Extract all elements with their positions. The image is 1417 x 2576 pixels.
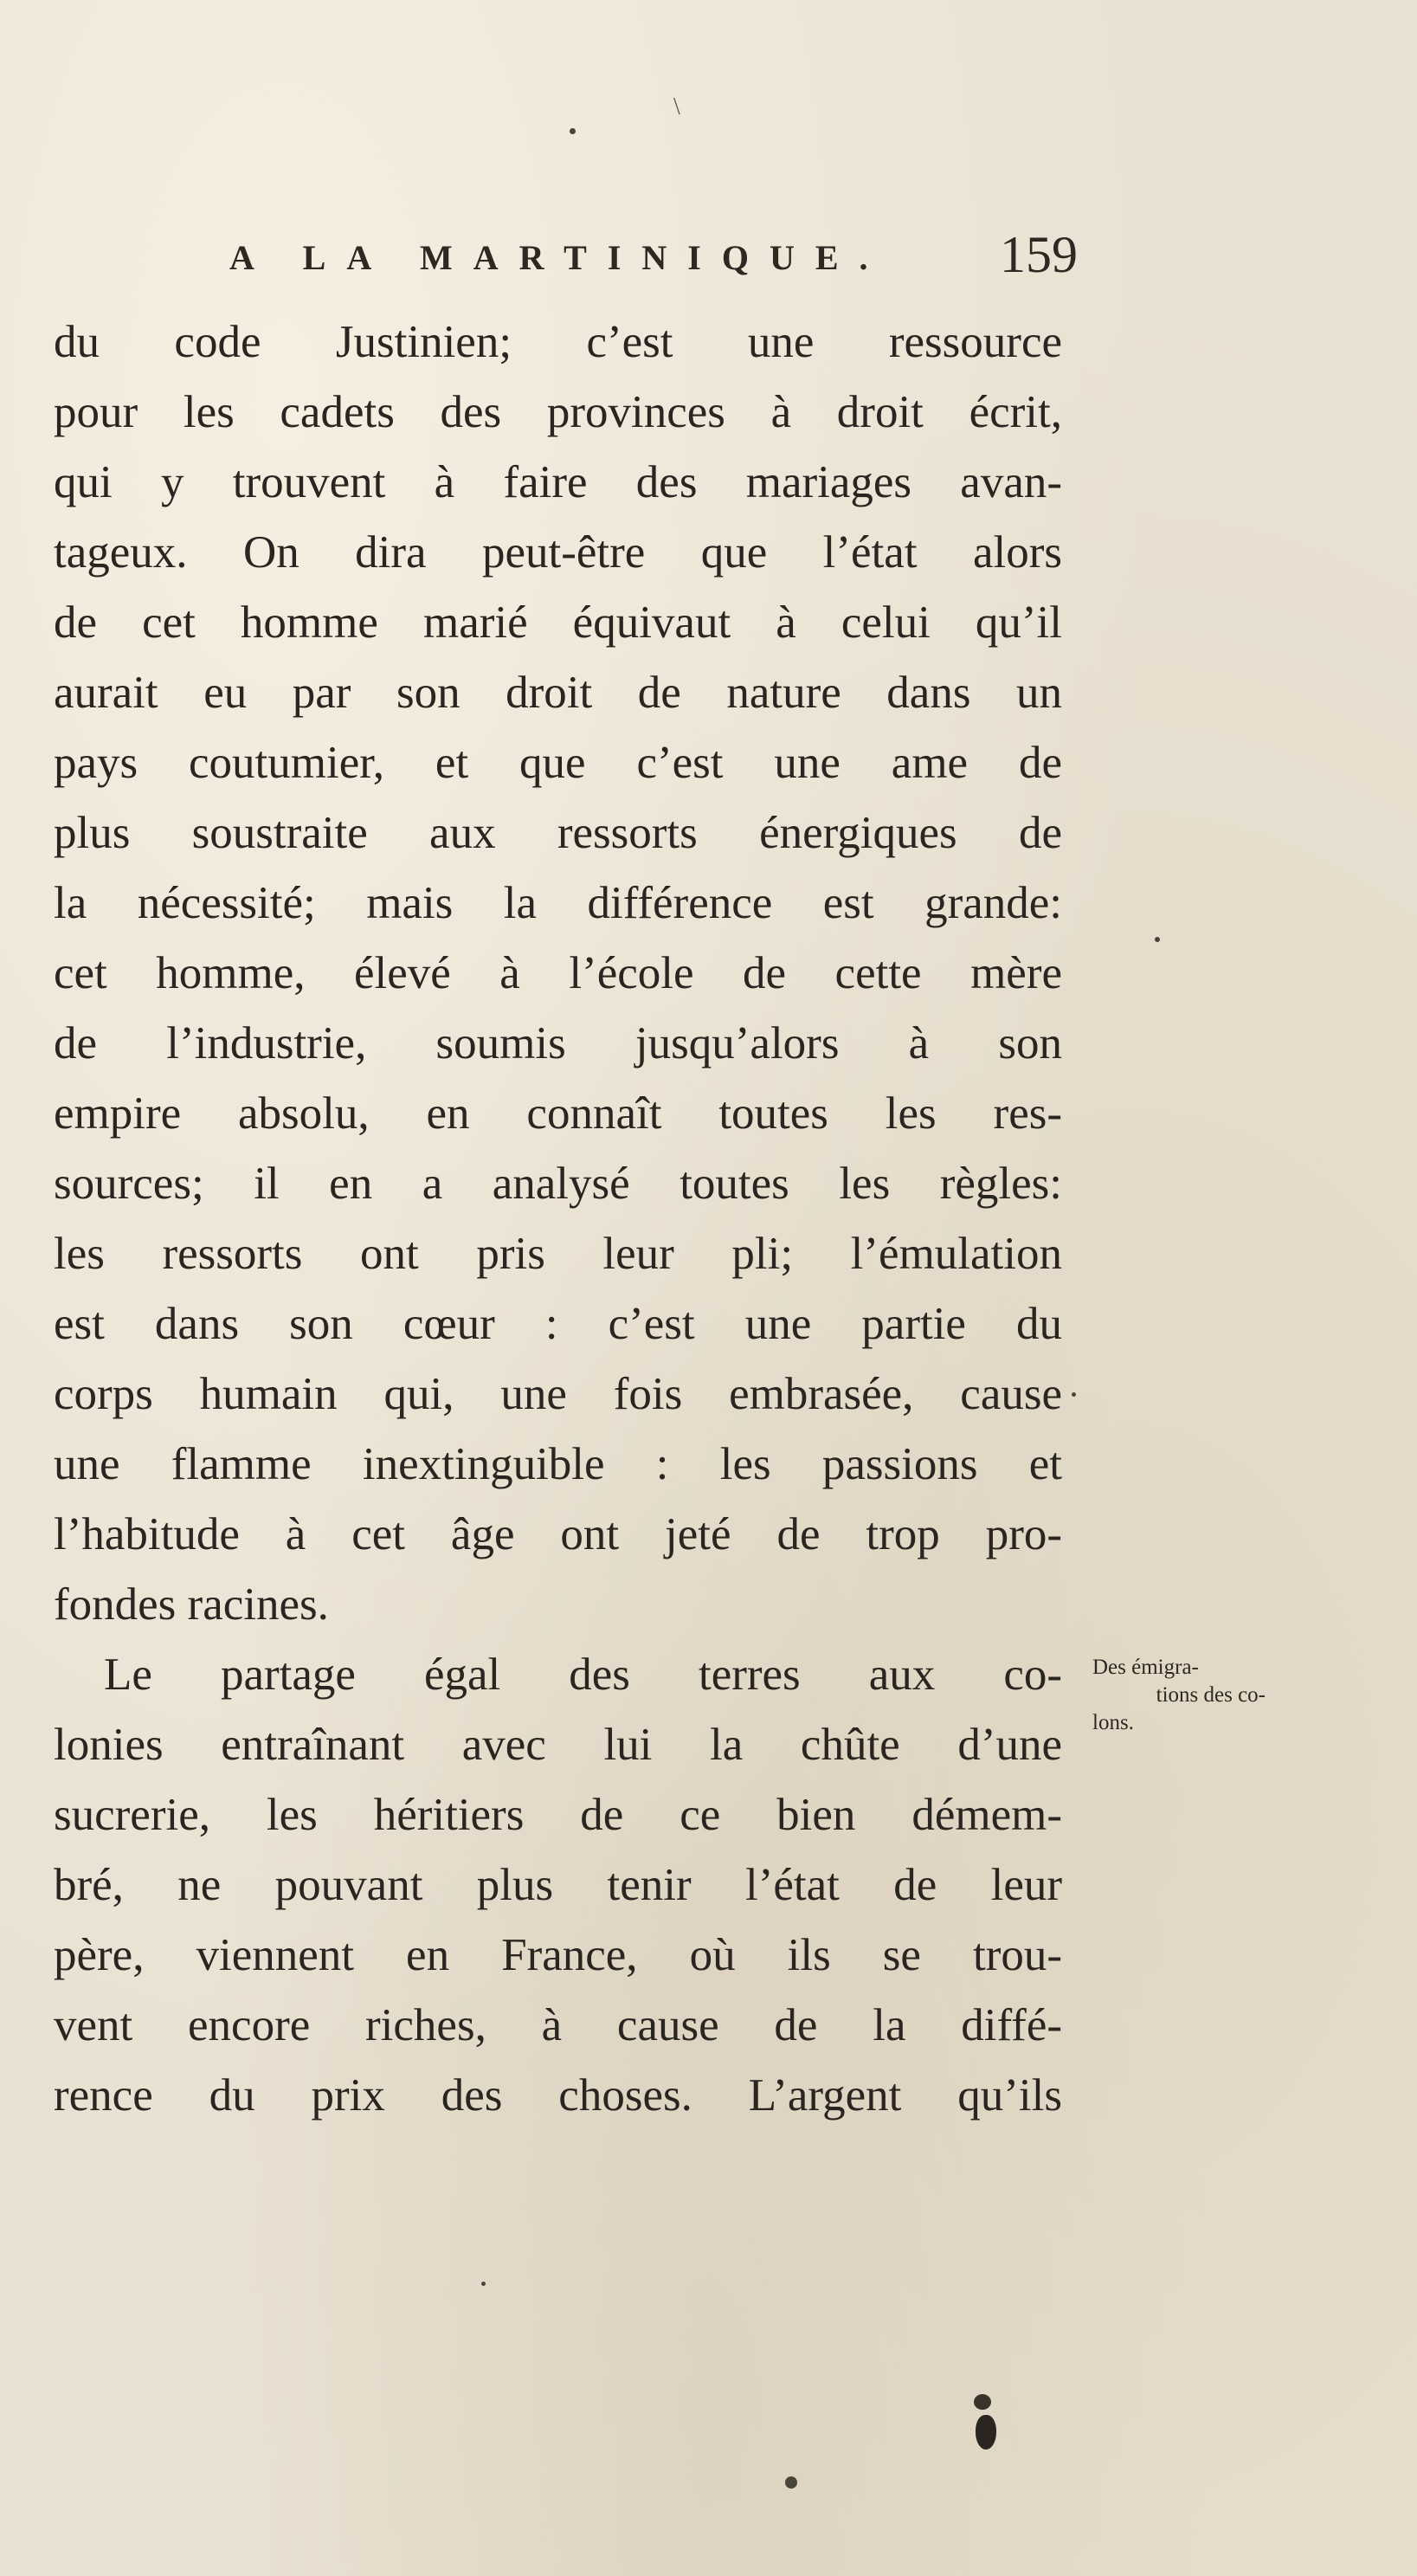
paragraph-end-line: fondes racines. bbox=[54, 1579, 329, 1630]
running-title: A LA MARTINIQUE. bbox=[229, 238, 889, 277]
text-line: pays coutumier, et que c’est une ame de bbox=[54, 738, 1062, 788]
margin-note-line: Des émigra- bbox=[1092, 1656, 1199, 1679]
margin-note-line: tions des co- bbox=[1156, 1683, 1266, 1707]
paper-speck bbox=[1155, 937, 1160, 942]
text-line: père, viennent en France, où ils se trou- bbox=[54, 1930, 1062, 1980]
printer-mark bbox=[974, 2394, 1000, 2472]
text-line: lonies entraînant avec lui la chûte d’une bbox=[54, 1720, 1062, 1770]
text-line: la nécessité; mais la différence est grande: bbox=[54, 878, 1062, 928]
text-line: du code Justinien; c’est une ressource bbox=[54, 317, 1062, 367]
paragraph-start-line: Le partage égal des terres aux co- bbox=[104, 1650, 1062, 1700]
stray-ink-mark: \ bbox=[673, 94, 680, 120]
text-line: cet homme, élevé à l’école de cette mère bbox=[54, 948, 1062, 998]
page-header bbox=[229, 226, 1078, 294]
ink-dot bbox=[974, 2394, 991, 2410]
margin-note-line: lons. bbox=[1092, 1711, 1134, 1734]
page-number: 159 bbox=[1000, 226, 1078, 283]
text-line: une flamme inextinguible : les passions et bbox=[54, 1439, 1062, 1489]
text-line: tageux. On dira peut-être que l’état alors bbox=[54, 527, 1062, 578]
text-line: qui y trouvent à faire des mariages avan- bbox=[54, 457, 1062, 507]
text-line: sucrerie, les héritiers de ce bien démem- bbox=[54, 1790, 1062, 1840]
text-line: de l’industrie, soumis jusqu’alors à son bbox=[54, 1018, 1062, 1068]
text-line: sources; il en a analysé toutes les règles: bbox=[54, 1159, 1062, 1209]
text-line: plus soustraite aux ressorts énergiques de bbox=[54, 808, 1062, 858]
text-line: empire absolu, en connaît toutes les res- bbox=[54, 1088, 1062, 1139]
paper-speck bbox=[785, 2476, 797, 2489]
text-line: bré, ne pouvant plus tenir l’état de leur bbox=[54, 1860, 1062, 1910]
ink-dot bbox=[976, 2415, 996, 2450]
body-text bbox=[54, 307, 1062, 2131]
paper-speck bbox=[481, 2282, 486, 2286]
text-line: les ressorts ont pris leur pli; l’émulation bbox=[54, 1229, 1062, 1279]
text-line: corps humain qui, une fois embrasée, cause bbox=[54, 1369, 1062, 1419]
text-line: pour les cadets des provinces à droit écrit, bbox=[54, 387, 1062, 437]
text-line: est dans son cœur : c’est une partie du bbox=[54, 1299, 1062, 1349]
margin-note bbox=[1092, 1654, 1266, 1737]
paper-speck bbox=[570, 128, 576, 134]
text-line: rence du prix des choses. L’argent qu’ils bbox=[54, 2070, 1062, 2121]
text-line: de cet homme marié équivaut à celui qu’il bbox=[54, 597, 1062, 648]
text-line: l’habitude à cet âge ont jeté de trop pro- bbox=[54, 1509, 1062, 1559]
paper-speck bbox=[1072, 1392, 1076, 1397]
text-line: aurait eu par son droit de nature dans un bbox=[54, 668, 1062, 718]
text-line: vent encore riches, à cause de la diffé- bbox=[54, 2000, 1062, 2050]
